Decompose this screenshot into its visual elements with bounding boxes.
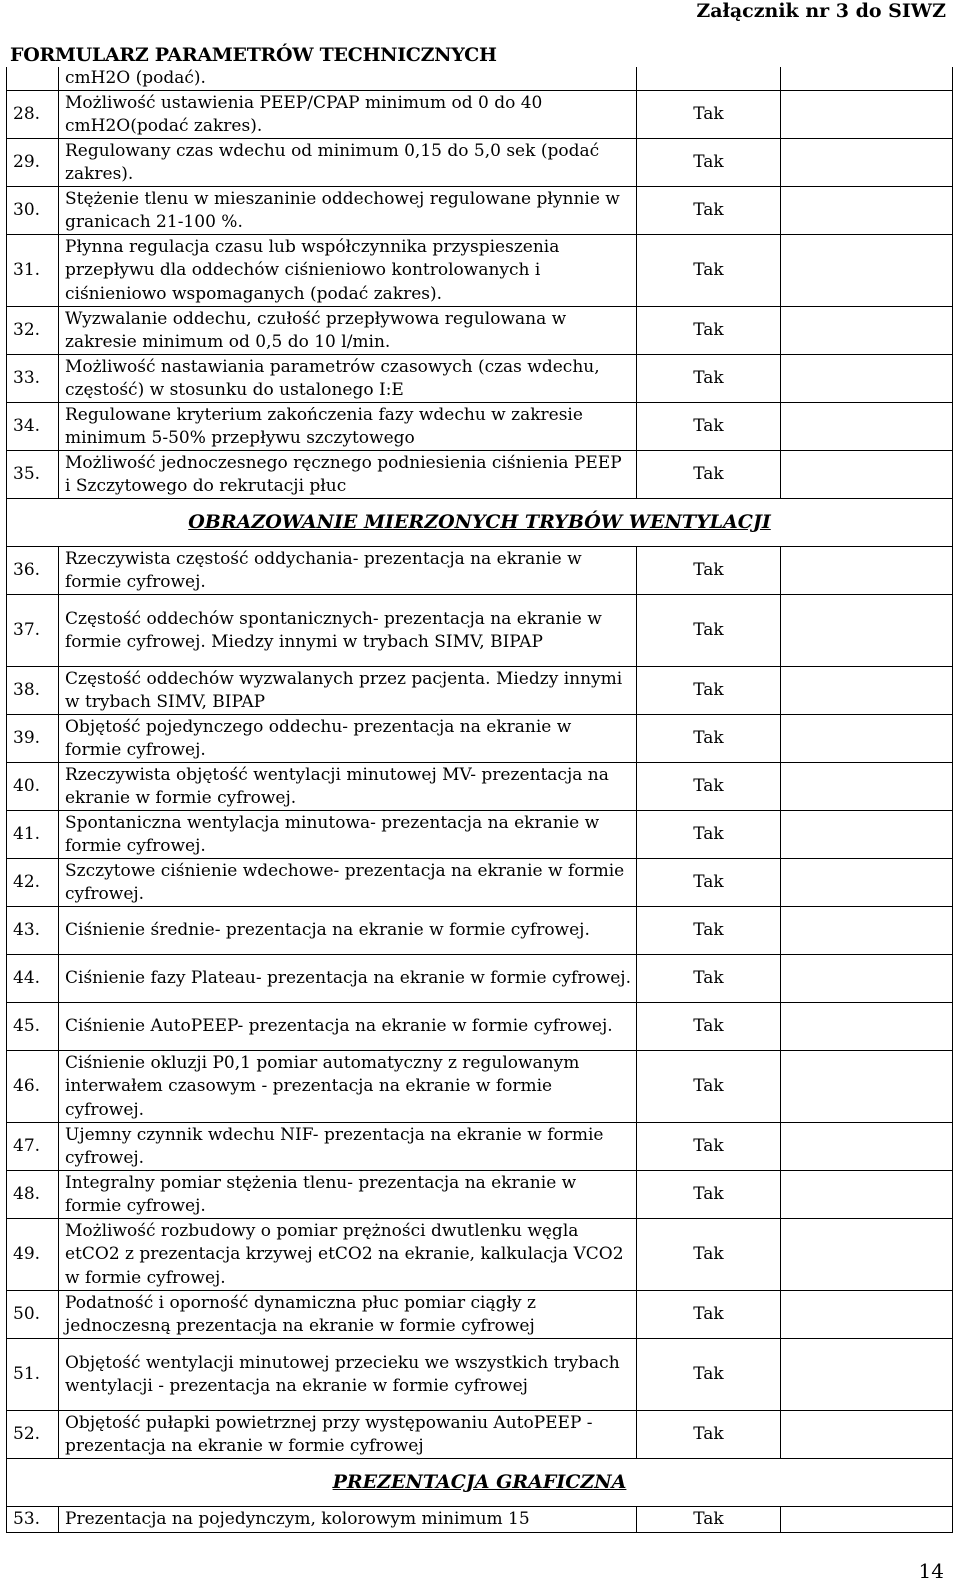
table-row [7, 595, 953, 667]
row-number: 53. [7, 1507, 59, 1533]
row-description: Integralny pomiar stężenia tlenu- prezentacja na ekranie w formie cyfrowej. [59, 1171, 637, 1219]
row-number: 30. [7, 187, 59, 235]
row-answer-cell [781, 1051, 953, 1123]
row-description: Rzeczywista objętość wentylacji minutowej MV- prezentacja na ekranie w formie cyfrowej. [59, 763, 637, 811]
row-value: Tak [637, 1291, 781, 1339]
row-answer-cell [781, 451, 953, 499]
row-description: Rzeczywista częstość oddychania- prezentacja na ekranie w formie cyfrowej. [59, 547, 637, 595]
row-description: Ciśnienie fazy Plateau- prezentacja na ekranie w formie cyfrowej. [59, 955, 637, 1003]
table-row [7, 1123, 953, 1171]
table-row [7, 235, 953, 307]
table-row [7, 1339, 953, 1411]
table-row [7, 1411, 953, 1459]
row-number: 45. [7, 1003, 59, 1051]
row-value: Tak [637, 667, 781, 715]
row-number: 37. [7, 595, 59, 667]
row-value: Tak [637, 715, 781, 763]
row-answer-cell [781, 907, 953, 955]
table-row [7, 811, 953, 859]
row-value: Tak [637, 859, 781, 907]
row-answer-cell [781, 307, 953, 355]
row-answer-cell [781, 355, 953, 403]
row-number: 44. [7, 955, 59, 1003]
table-row [7, 907, 953, 955]
row-description: cmH2O (podać). [59, 67, 637, 91]
row-description: Ciśnienie średnie- prezentacja na ekranie w formie cyfrowej. [59, 907, 637, 955]
table-row [7, 307, 953, 355]
parameters-table [6, 67, 953, 1533]
row-description: Możliwość nastawiania parametrów czasowych (czas wdechu, częstość) w stosunku do ustalonego I:E [59, 355, 637, 403]
row-answer-cell [781, 715, 953, 763]
form-title: FORMULARZ PARAMETRÓW TECHNICZNYCH [10, 44, 497, 66]
row-number: 46. [7, 1051, 59, 1123]
row-answer-cell [781, 403, 953, 451]
row-answer-cell [781, 67, 953, 91]
row-value: Tak [637, 403, 781, 451]
row-answer-cell [781, 859, 953, 907]
row-value: Tak [637, 1339, 781, 1411]
row-answer-cell [781, 1003, 953, 1051]
row-value: Tak [637, 235, 781, 307]
row-description: Stężenie tlenu w mieszaninie oddechowej regulowane płynnie w granicach 21-100 %. [59, 187, 637, 235]
row-answer-cell [781, 763, 953, 811]
row-answer-cell [781, 91, 953, 139]
section-title-graphical-presentation-row [7, 1459, 953, 1507]
row-description: Ciśnienie AutoPEEP- prezentacja na ekranie w formie cyfrowej. [59, 1003, 637, 1051]
row-number: 48. [7, 1171, 59, 1219]
row-number: 36. [7, 547, 59, 595]
table-row [7, 91, 953, 139]
row-description: Możliwość rozbudowy o pomiar prężności dwutlenku węgla etCO2 z prezentacja krzywej etCO2 na ekranie, kalkulacja VCO2 w formie cyfrowej. [59, 1219, 637, 1291]
row-value: Tak [637, 595, 781, 667]
row-description: Ciśnienie okluzji P0,1 pomiar automatyczny z regulowanym interwałem czasowym - prezentacja na ekranie w formie cyfrowej. [59, 1051, 637, 1123]
row-number: 41. [7, 811, 59, 859]
row-value: Tak [637, 907, 781, 955]
row-value: Tak [637, 187, 781, 235]
row-answer-cell [781, 595, 953, 667]
row-value: Tak [637, 355, 781, 403]
table-row [7, 451, 953, 499]
page-number: 14 [918, 1559, 944, 1583]
row-description: Częstość oddechów wyzwalanych przez pacjenta. Miedzy innymi w trybach SIMV, BIPAP [59, 667, 637, 715]
section-title-measured-modes-row [7, 499, 953, 547]
row-description: Płynna regulacja czasu lub współczynnika przyspieszenia przepływu dla oddechów ciśnieniowo kontrolowanych i ciśnieniowo wspomaganych (podać zakres). [59, 235, 637, 307]
row-value: Tak [637, 451, 781, 499]
row-description: Częstość oddechów spontanicznych- prezentacja na ekranie w formie cyfrowej. Miedzy innymi w trybach SIMV, BIPAP [59, 595, 637, 667]
table-row [7, 667, 953, 715]
row-number: 35. [7, 451, 59, 499]
row-answer-cell [781, 1507, 953, 1533]
row-answer-cell [781, 235, 953, 307]
row-answer-cell [781, 547, 953, 595]
row-number: 43. [7, 907, 59, 955]
row-answer-cell [781, 187, 953, 235]
table-row [7, 403, 953, 451]
row-value: Tak [637, 811, 781, 859]
row-number: 42. [7, 859, 59, 907]
attachment-label: Załącznik nr 3 do SIWZ [696, 0, 946, 22]
row-number: 34. [7, 403, 59, 451]
table-row [7, 1171, 953, 1219]
row-number: 50. [7, 1291, 59, 1339]
row-value: Tak [637, 1219, 781, 1291]
section-title-measured-modes: OBRAZOWANIE MIERZONYCH TRYBÓW WENTYLACJI [7, 499, 953, 547]
row-number: 40. [7, 763, 59, 811]
row-value: Tak [637, 1411, 781, 1459]
row-number [7, 67, 59, 91]
row-value: Tak [637, 1171, 781, 1219]
row-description: Wyzwalanie oddechu, czułość przepływowa regulowana w zakresie minimum od 0,5 do 10 l/min. [59, 307, 637, 355]
row-answer-cell [781, 1219, 953, 1291]
table-row [7, 763, 953, 811]
row-number: 49. [7, 1219, 59, 1291]
row-answer-cell [781, 1411, 953, 1459]
row-number: 29. [7, 139, 59, 187]
row-value: Tak [637, 1123, 781, 1171]
row-number: 39. [7, 715, 59, 763]
table-row [7, 955, 953, 1003]
row-number: 47. [7, 1123, 59, 1171]
table-row [7, 355, 953, 403]
row-value: Tak [637, 763, 781, 811]
row-value: Tak [637, 1507, 781, 1533]
row-number: 28. [7, 91, 59, 139]
table-row [7, 187, 953, 235]
table-row [7, 1291, 953, 1339]
row-value [637, 67, 781, 91]
row-description: Możliwość jednoczesnego ręcznego podniesienia ciśnienia PEEP i Szczytowego do rekrutacji płuc [59, 451, 637, 499]
table-row [7, 139, 953, 187]
row-value: Tak [637, 1051, 781, 1123]
row-value: Tak [637, 307, 781, 355]
row-number: 31. [7, 235, 59, 307]
table-row [7, 1507, 953, 1533]
row-number: 38. [7, 667, 59, 715]
table-row [7, 547, 953, 595]
row-description: Ujemny czynnik wdechu NIF- prezentacja na ekranie w formie cyfrowej. [59, 1123, 637, 1171]
row-answer-cell [781, 1123, 953, 1171]
row-value: Tak [637, 91, 781, 139]
row-answer-cell [781, 1291, 953, 1339]
row-description: Objętość pojedynczego oddechu- prezentacja na ekranie w formie cyfrowej. [59, 715, 637, 763]
row-description: Spontaniczna wentylacja minutowa- prezentacja na ekranie w formie cyfrowej. [59, 811, 637, 859]
row-number: 32. [7, 307, 59, 355]
row-description: Szczytowe ciśnienie wdechowe- prezentacja na ekranie w formie cyfrowej. [59, 859, 637, 907]
row-description: Prezentacja na pojedynczym, kolorowym minimum 15 [59, 1507, 637, 1533]
row-answer-cell [781, 955, 953, 1003]
row-value: Tak [637, 1003, 781, 1051]
table-row [7, 715, 953, 763]
row-description: Regulowane kryterium zakończenia fazy wdechu w zakresie minimum 5-50% przepływu szczytowego [59, 403, 637, 451]
table-row [7, 859, 953, 907]
row-number: 51. [7, 1339, 59, 1411]
row-answer-cell [781, 667, 953, 715]
row-description: Możliwość ustawienia PEEP/CPAP minimum od 0 do 40 cmH2O(podać zakres). [59, 91, 637, 139]
continuation-row [7, 67, 953, 91]
row-number: 33. [7, 355, 59, 403]
row-description: Objętość pułapki powietrznej przy występowaniu AutoPEEP - prezentacja na ekranie w formie cyfrowej [59, 1411, 637, 1459]
row-answer-cell [781, 811, 953, 859]
table-row [7, 1219, 953, 1291]
row-description: Objętość wentylacji minutowej przecieku we wszystkich trybach wentylacji - prezentacja na ekranie w formie cyfrowej [59, 1339, 637, 1411]
row-description: Podatność i oporność dynamiczna płuc pomiar ciągły z jednoczesną prezentacja na ekranie w formie cyfrowej [59, 1291, 637, 1339]
row-value: Tak [637, 955, 781, 1003]
row-answer-cell [781, 139, 953, 187]
row-number: 52. [7, 1411, 59, 1459]
table-row [7, 1051, 953, 1123]
table-row [7, 1003, 953, 1051]
row-description: Regulowany czas wdechu od minimum 0,15 do 5,0 sek (podać zakres). [59, 139, 637, 187]
row-value: Tak [637, 139, 781, 187]
section-title-graphical-presentation: PREZENTACJA GRAFICZNA [7, 1459, 953, 1507]
row-answer-cell [781, 1171, 953, 1219]
row-value: Tak [637, 547, 781, 595]
row-answer-cell [781, 1339, 953, 1411]
